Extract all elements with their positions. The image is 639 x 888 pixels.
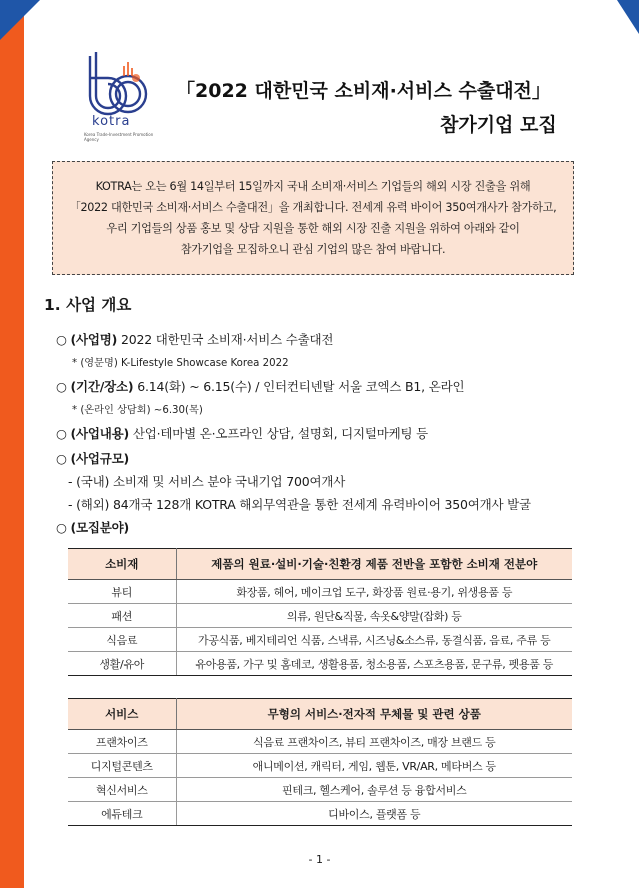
table-cell: 핀테크, 헬스케어, 솔루션 등 융합서비스 [176,778,572,802]
item-label: (사업명) [70,332,118,347]
table-row [68,730,572,754]
service-table [68,698,572,826]
intro-line: 참가기업을 모집하오니 관심 기업의 많은 참여 바랍니다. [180,243,446,256]
top-right-corner-decoration [617,0,639,34]
item-text: 6.14(화) ~ 6.15(수) / 인터컨티넨탈 서울 코엑스 B1, 온라인 [137,379,465,394]
table-header: 제품의 원료·설비·기술·친환경 제품 전반을 포함한 소비재 전분야 [176,549,572,580]
scale-overseas: - (해외) 84개국 128개 KOTRA 해외무역관을 통한 전세계 유력바이어 350여개사 발굴 [68,497,531,512]
table-cell: 유아용품, 가구 및 홈데코, 생활용품, 청소용품, 스포츠용품, 문구류, 펫용품 등 [176,652,572,676]
table-header: 소비재 [68,549,176,580]
bullet: ○ [56,520,67,535]
table-header: 서비스 [68,699,176,730]
kotra-60-anniversary-logo [66,44,156,144]
note-english-name: * (영문명) K-Lifestyle Showcase Korea 2022 [72,358,289,369]
table-row [68,652,572,676]
table-cell: 디지털콘텐츠 [68,754,176,778]
page-number: - 1 - [308,853,331,866]
bullet: ○ [56,451,67,466]
table-row [68,802,572,826]
table-header-row [68,549,572,580]
intro-line: 「2022 대한민국 소비재·서비스 수출대전」을 개최합니다. 전세계 유력 바이어 350여개사가 참가하고, [69,201,557,214]
item-text: 산업·테마별 온·오프라인 상담, 설명회, 디지털마케팅 등 [132,426,429,441]
overview-item-period [56,377,464,395]
intro-line: KOTRA는 오는 6월 14일부터 15일까지 국내 소비재·서비스 기업들의 해외 시장 진출을 위해 [95,180,531,193]
item-text: 2022 대한민국 소비재·서비스 수출대전 [120,332,334,347]
table-row [68,580,572,604]
bullet: ○ [56,332,67,347]
table-cell: 애니메이션, 캐릭터, 게임, 웹툰, VR/AR, 메타버스 등 [176,754,572,778]
table-cell: 디바이스, 플랫폼 등 [176,802,572,826]
note-online-consultation: * (온라인 상담회) ~6.30(목) [72,405,203,416]
bullet: ○ [56,379,67,394]
item-label: (사업규모) [70,451,130,466]
item-label: (모집분야) [70,520,130,535]
left-accent-bar [0,0,24,888]
bullet: ○ [56,426,67,441]
table-row [68,754,572,778]
table-header: 무형의 서비스·전자적 무체물 및 관련 상품 [176,699,572,730]
intro-box [52,161,574,275]
overview-item-fields [56,518,129,536]
top-left-corner-decoration [0,0,40,40]
intro-line: 우리 기업들의 상품 홍보 및 상담 지원을 통한 해외 시장 진출 지원을 위하여 아래와 같이 [106,222,520,235]
section-title: 1. 사업 개요 [44,296,132,314]
logo-wordmark: kotra [92,114,131,129]
table-cell: 생활/유아 [68,652,176,676]
table-cell: 뷰티 [68,580,176,604]
table-cell: 혁신서비스 [68,778,176,802]
item-label: (사업내용) [70,426,130,441]
overview-item-name [56,330,333,348]
table-cell: 에듀테크 [68,802,176,826]
page-title: 「2022 대한민국 소비재·서비스 수출대전」 [176,80,551,102]
table-cell: 가공식품, 베지테리언 식품, 스낵류, 시즈닝&소스류, 동결식품, 음료, 주류 등 [176,628,572,652]
table-header-row [68,699,572,730]
logo-subtitle: Korea Trade-Investment Promotion Agency [84,132,154,142]
consumer-goods-table [68,548,572,676]
table-cell: 의류, 원단&직물, 속옷&양말(잡화) 등 [176,604,572,628]
table-cell: 프랜차이즈 [68,730,176,754]
item-label: (기간/장소) [70,379,134,394]
table-cell: 화장품, 헤어, 메이크업 도구, 화장품 원료·용기, 위생용품 등 [176,580,572,604]
table-row [68,778,572,802]
table-cell: 식음료 [68,628,176,652]
scale-domestic: - (국내) 소비재 및 서비스 분야 국내기업 700여개사 [68,474,346,489]
overview-item-scale [56,449,129,467]
table-cell: 식음료 프랜차이즈, 뷰티 프랜차이즈, 매장 브랜드 등 [176,730,572,754]
table-cell: 패션 [68,604,176,628]
overview-item-content [56,424,428,442]
table-row [68,604,572,628]
table-row [68,628,572,652]
page-subtitle: 참가기업 모집 [440,114,557,136]
